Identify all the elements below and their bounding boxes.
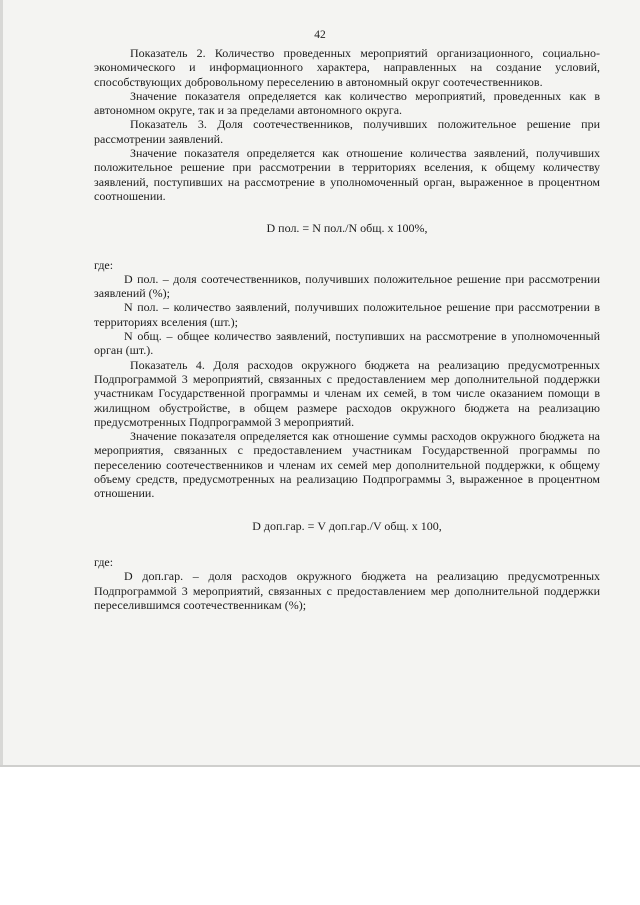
where-label-2: где: <box>94 554 114 569</box>
document-body <box>94 46 600 612</box>
formula-d-dop-gar: D доп.гар. = V доп.гар./V общ. х 100, <box>252 518 442 533</box>
definition-n-pol: N пол. – количество заявлений, получивших положительное решение при рассмотрении в территориях вселения (шт.); <box>94 300 600 329</box>
formula-d-pol: D пол. = N пол./N общ. х 100%, <box>266 221 428 236</box>
page-number: 42 <box>314 29 326 41</box>
paragraph-indicator-3: Показатель 3. Доля соотечественников, получивших положительное решение при рассмотрении заявлений. <box>94 117 600 146</box>
definition-d-dop-gar: D доп.гар. – доля расходов окружного бюджета на реализацию предусмотренных Подпрограммой 3 мероприятий, связанных с предоставлением мер дополнительной поддержки переселившимся соотечественникам (%); <box>94 569 600 612</box>
paragraph-indicator-2-value: Значение показателя определяется как количество мероприятий, проведенных как в автономном округе, так и за пределами автономного округа. <box>94 88 600 118</box>
scan-edge <box>0 0 3 765</box>
paragraph-indicator-4-value: Значение показателя определяется как отношение суммы расходов окружного бюджета на мероприятия, связанных с предоставлением участникам Государственной программы по переселению соотечественников и членам их семей мер дополнительной поддержки, к общему объему средств, предусмотренных на реализацию Подпрограммы 3, выраженное в процентном отношении. <box>94 429 600 501</box>
paragraph-indicator-3-value: Значение показателя определяется как отношение количества заявлений, получивших положительное решение при рассмотрении в территориях вселения, к общему количеству заявлений, поступивших на рассмотрение в уполномоченный орган, выраженное в процентном соотношении. <box>94 146 600 203</box>
definition-d-pol: D пол. – доля соотечественников, получивших положительное решение при рассмотрении заявлений (%); <box>94 271 600 301</box>
paragraph-indicator-2: Показатель 2. Количество проведенных мероприятий организационного, социально-экономического и информационного характера, направленных на создание условий, способствующих добровольному переселению в автономный округ соотечественников. <box>94 46 600 89</box>
definition-n-obsch: N общ. – общее количество заявлений, поступивших на рассмотрение в уполномоченный орган (шт.). <box>94 329 600 358</box>
where-label: где: <box>94 257 114 272</box>
paragraph-indicator-4: Показатель 4. Доля расходов окружного бюджета на реализацию предусмотренных Подпрограммой 3 мероприятий, связанных с предоставлением мер дополнительной поддержки участникам Государственной программы и членам их семей, в том числе оказанием помощи в жилищном обустройстве, в общем размере расходов окружного бюджета на реализацию предусмотренных Подпрограммой 3 мероприятий. <box>94 357 600 429</box>
